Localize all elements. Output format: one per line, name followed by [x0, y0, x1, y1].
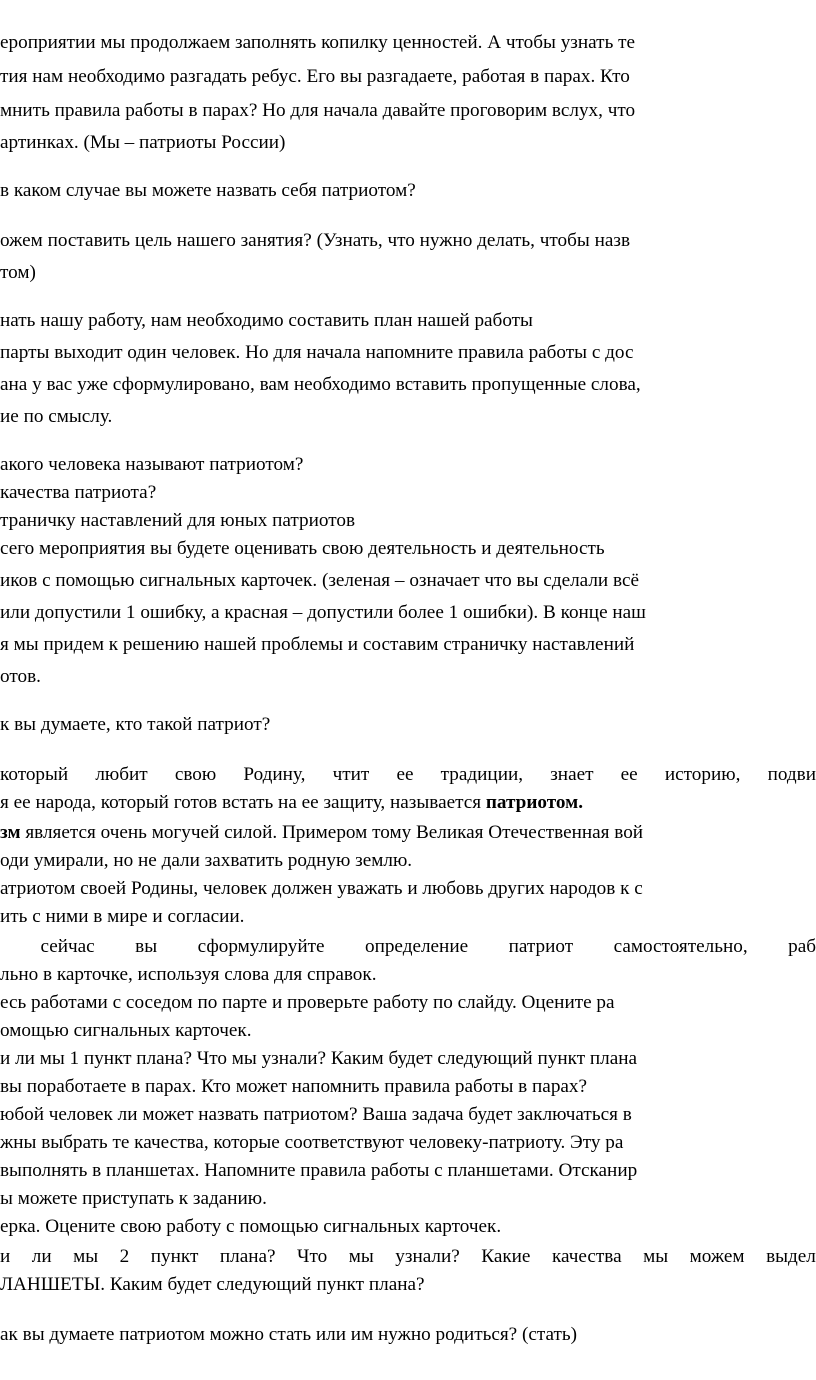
text-fragment: чтит: [332, 764, 370, 785]
text-fragment: 2: [119, 1246, 130, 1267]
text-fragment: Родину,: [243, 764, 306, 785]
text-line: акого человека называют патриотом?: [0, 454, 304, 475]
text-line: или допустили 1 ошибку, а красная – допустили более 1 ошибки). В конце наш: [0, 602, 646, 623]
text-line: тия нам необходимо разгадать ребус. Его вы разгадаете, работая в парах. Кто: [0, 66, 630, 87]
text-fragment: мы: [348, 1246, 374, 1267]
text-line: ана у вас уже сформулировано, вам необходимо вставить пропущенные слова,: [0, 374, 641, 395]
text-fragment: сформулируйте: [197, 936, 325, 957]
text-fragment: историю,: [664, 764, 741, 785]
text-line-justified: [0, 1244, 816, 1270]
text-line-justified: [0, 934, 816, 960]
text-fragment: плана?: [219, 1246, 276, 1267]
text-line: траничку наставлений для юных патриотов: [0, 510, 356, 531]
text-fragment: определение: [364, 936, 469, 957]
text-fragment: ее: [396, 764, 414, 785]
text-fragment: является очень могучей силой. Примером тому Великая Отечественная вой: [20, 822, 644, 843]
text-line: иков с помощью сигнальных карточек. (зеленая – означает что вы сделали всё: [0, 570, 639, 591]
text-line: ерка. Оцените свою работу с помощью сигнальных карточек.: [0, 1216, 502, 1237]
text-fragment: знает: [550, 764, 594, 785]
text-line: отов.: [0, 666, 41, 687]
text-line: и ли мы 1 пункт плана? Что мы узнали? Каким будет следующий пункт плана: [0, 1048, 638, 1069]
text-fragment: ее: [620, 764, 638, 785]
text-line: льно в карточке, используя слова для справок.: [0, 964, 377, 985]
text-line: ие по смыслу.: [0, 406, 113, 427]
text-fragment: мы: [73, 1246, 99, 1267]
text-line: выполнять в планшетах. Напомните правила работы с планшетами. Отсканир: [0, 1160, 638, 1181]
text-fragment: любит: [95, 764, 148, 785]
text-fragment: выдел: [766, 1246, 816, 1267]
text-fragment: мы: [643, 1246, 669, 1267]
text-fragment: вы: [135, 936, 158, 957]
bold-term: патриотом.: [485, 792, 584, 813]
text-line: омощью сигнальных карточек.: [0, 1020, 252, 1041]
text-line: оди умирали, но не дали захватить родную землю.: [0, 850, 413, 871]
text-line: есь работами с соседом по парте и проверьте работу по слайду. Оцените ра: [0, 992, 615, 1013]
text-line: в каком случае вы можете назвать себя патриотом?: [0, 180, 416, 201]
text-line: качества патриота?: [0, 482, 157, 503]
text-line: к вы думаете, кто такой патриот?: [0, 714, 271, 735]
text-fragment: который: [0, 764, 69, 785]
text-line-justified: [0, 762, 816, 788]
text-line: мнить правила работы в парах? Но для начала давайте проговорим вслух, что: [0, 100, 636, 121]
text-line: парты выходит один человек. Но для начала напомните правила работы с дос: [0, 342, 634, 363]
bold-term: зм: [0, 822, 21, 843]
text-line: том): [0, 262, 36, 283]
text-fragment: и: [0, 1246, 11, 1267]
text-line: ЛАНШЕТЫ. Каким будет следующий пункт плана?: [0, 1274, 425, 1295]
text-fragment: сейчас: [40, 936, 95, 957]
text-line: ы можете приступать к заданию.: [0, 1188, 267, 1209]
text-fragment: подви: [767, 764, 816, 785]
text-fragment: пункт: [150, 1246, 199, 1267]
text-line: [0, 820, 643, 846]
text-line: ожем поставить цель нашего занятия? (Узнать, что нужно делать, чтобы назв: [0, 230, 631, 251]
text-fragment: ли: [31, 1246, 52, 1267]
text-line: [0, 790, 583, 816]
text-line: ак вы думаете патриотом можно стать или им нужно родиться? (стать): [0, 1324, 578, 1345]
text-line: жны выбрать те качества, которые соответствуют человеку-патриоту. Эту ра: [0, 1132, 624, 1153]
text-fragment: узнали?: [395, 1246, 460, 1267]
text-line: юбой человек ли может назвать патриотом? Ваша задача будет заключаться в: [0, 1104, 632, 1125]
text-fragment: традиции,: [440, 764, 524, 785]
text-line: артинках. (Мы – патриоты России): [0, 132, 286, 153]
text-line: сего мероприятия вы будете оценивать свою деятельность и деятельность: [0, 538, 605, 559]
text-line: ить с ними в мире и согласии.: [0, 906, 245, 927]
text-fragment: раб: [788, 936, 816, 957]
text-line: я мы придем к решению нашей проблемы и составим страничку наставлений: [0, 634, 635, 655]
text-fragment: самостоятельно,: [613, 936, 748, 957]
text-fragment: качества: [551, 1246, 622, 1267]
text-fragment: Что: [297, 1246, 328, 1267]
text-line: ероприятии мы продолжаем заполнять копилку ценностей. А чтобы узнать те: [0, 32, 636, 53]
text-fragment: Какие: [481, 1246, 531, 1267]
text-fragment: патриот: [508, 936, 574, 957]
text-line: нать нашу работу, нам необходимо составить план нашей работы: [0, 310, 533, 331]
text-line: атриотом своей Родины, человек должен уважать и любовь других народов к с: [0, 878, 643, 899]
text-fragment: можем: [689, 1246, 745, 1267]
text-fragment: свою: [174, 764, 217, 785]
text-fragment: я ее народа, который готов встать на ее защиту, называется: [0, 792, 486, 813]
text-line: вы поработаете в парах. Кто может напомнить правила работы в парах?: [0, 1076, 588, 1097]
